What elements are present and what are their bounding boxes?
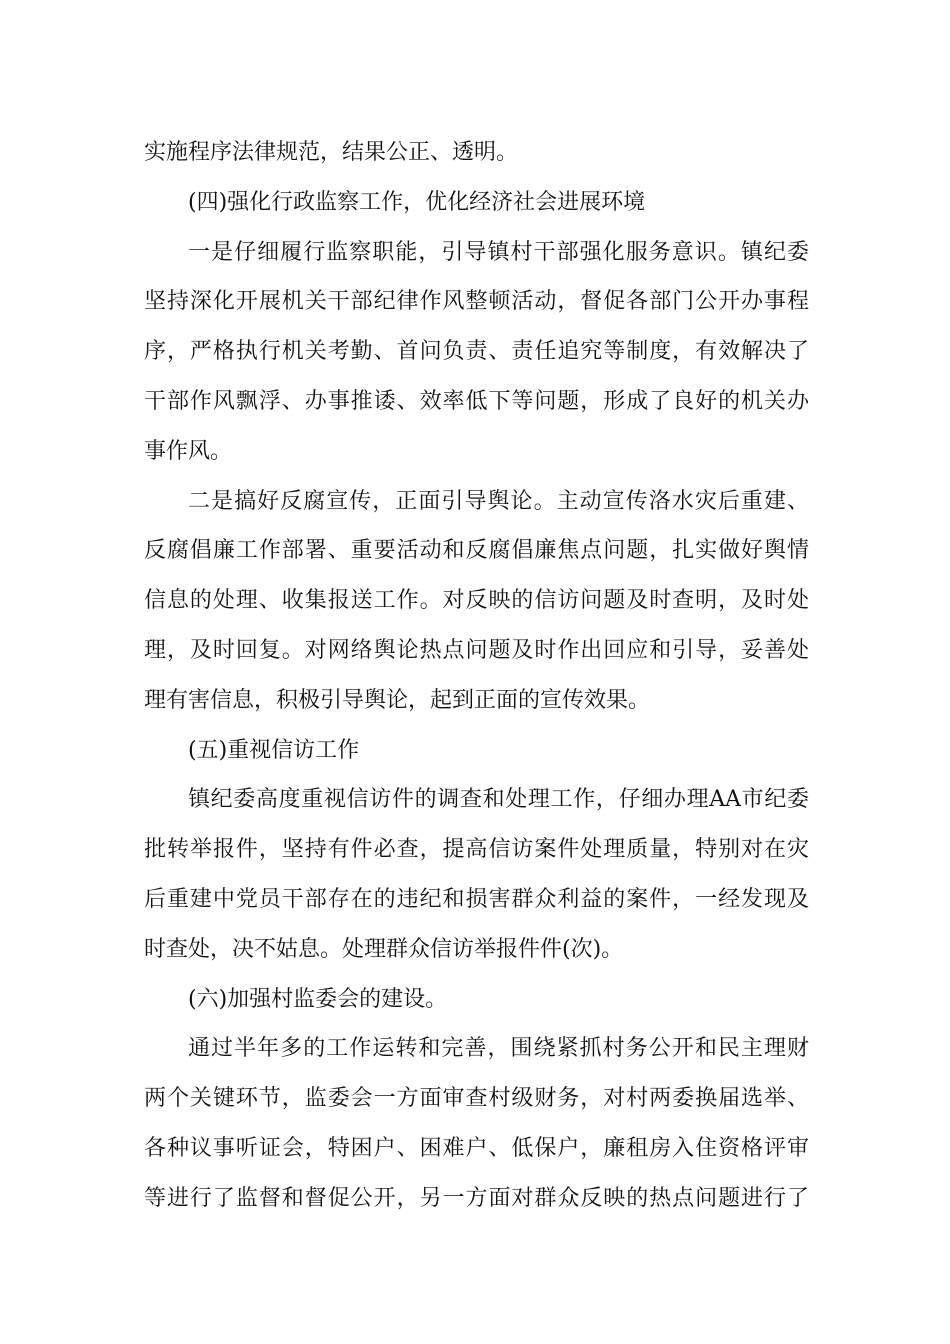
text-line: (六)加强村监委会的建设。 xyxy=(188,986,448,1012)
text-line: (五)重视信访工作 xyxy=(188,737,360,763)
text-line: 反腐倡廉工作部署、重要活动和反腐倡廉焦点问题，扎实做好舆情 xyxy=(144,538,809,564)
text-line: 事作风。 xyxy=(144,438,233,464)
text-line: 两个关键环节，监委会一方面审查村级财务，对村两委换届选举、 xyxy=(144,1086,809,1112)
text-line: 等进行了监督和督促公开，另一方面对群众反映的热点问题进行了 xyxy=(144,1185,809,1211)
text-line: 干部作风飘浮、办事推诿、效率低下等问题，形成了良好的机关办 xyxy=(144,388,809,414)
text-line: 二是搞好反腐宣传，正面引导舆论。主动宣传洛水灾后重建、 xyxy=(188,488,809,514)
document-body xyxy=(144,128,809,1224)
text-line: 实施程序法律规范，结果公正、透明。 xyxy=(144,140,519,165)
text-line: 批转举报件，坚持有件必查，提高信访案件处理质量，特别对在灾 xyxy=(144,837,809,863)
text-line: 坚持深化开展机关干部纪律作风整顿活动，督促各部门公开办事程 xyxy=(144,289,809,315)
text-line: 时查处，决不姑息。处理群众信访举报件件(次)。 xyxy=(144,936,624,962)
text-line: (四)强化行政监察工作，优化经济社会进展环境 xyxy=(188,189,646,215)
text-line: 理，及时回复。对网络舆论热点问题及时作出回应和引导，妥善处 xyxy=(144,637,809,663)
text-line: 信息的处理、收集报送工作。对反映的信访问题及时查明，及时处 xyxy=(144,588,809,614)
text-line: 镇纪委高度重视信访件的调查和处理工作，仔细办理AA市纪委 xyxy=(188,787,809,813)
text-line: 通过半年多的工作运转和完善，围绕紧抓村务公开和民主理财 xyxy=(188,1036,809,1062)
text-line: 后重建中党员干部存在的违纪和损害群众利益的案件，一经发现及 xyxy=(144,886,809,912)
text-line: 各种议事听证会，特困户、困难户、低保户，廉租房入住资格评审 xyxy=(144,1135,809,1161)
text-line: 一是仔细履行监察职能，引导镇村干部强化服务意识。镇纪委 xyxy=(188,239,809,265)
text-line: 序，严格执行机关考勤、首问负责、责任追究等制度，有效解决了 xyxy=(144,339,809,365)
text-line: 理有害信息，积极引导舆论，起到正面的宣传效果。 xyxy=(144,687,651,713)
